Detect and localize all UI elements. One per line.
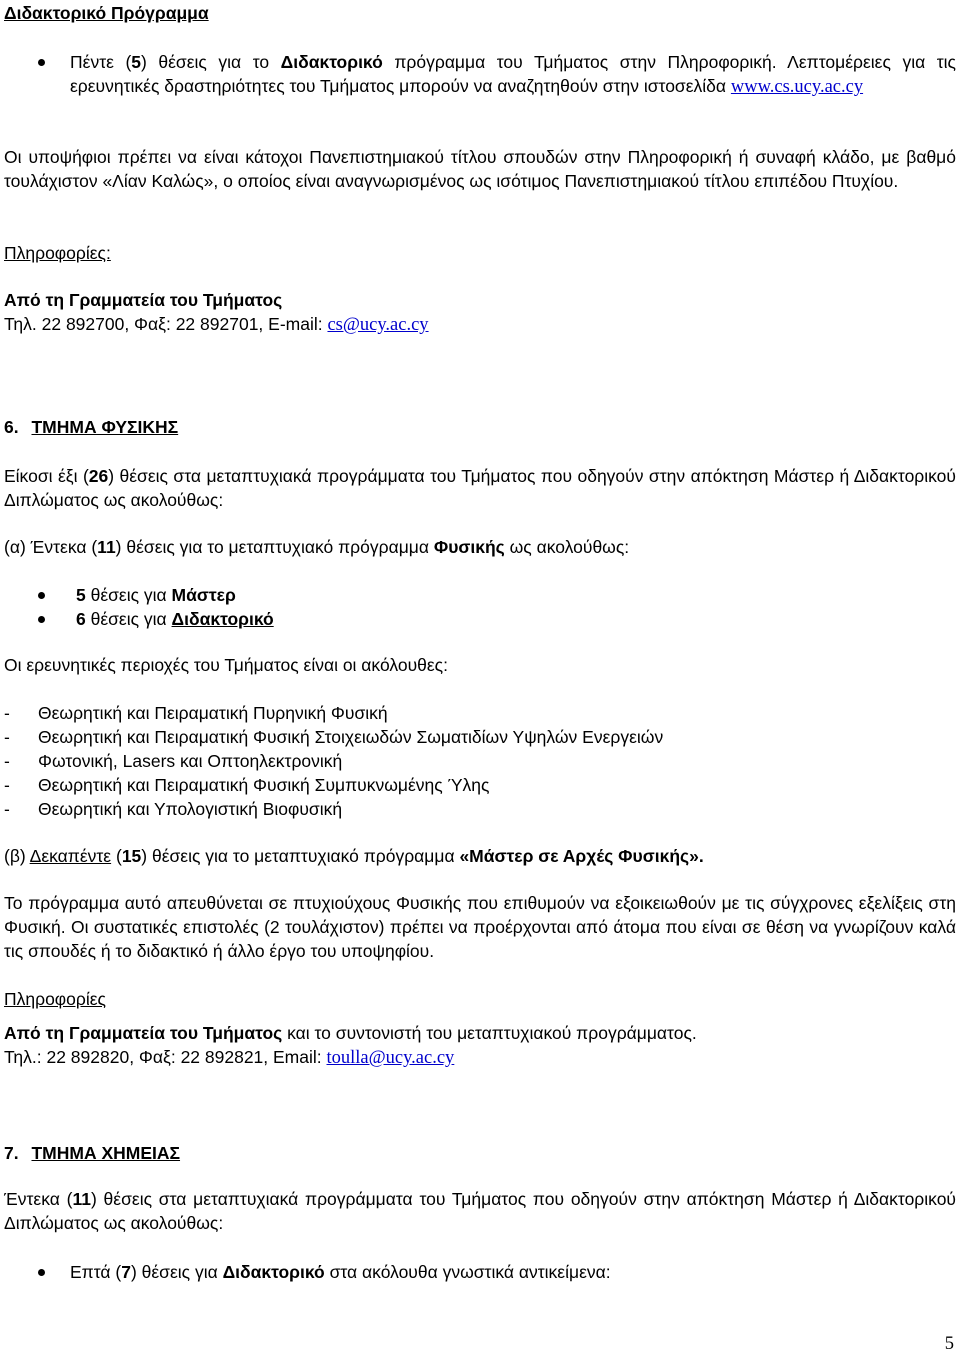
chemistry-intro: Έντεκα (11) θέσεις στα μεταπτυχιακά προγράμματα του Τμήματος που οδηγούν στην απόκτηση Μάστερ ή Διδακτορικού Διπλώματος ως ακολούθως: [4, 1189, 956, 1233]
list-item: - Θεωρητική και Πειραματική Φυσική Συμπυκνωμένης Ύλης [4, 775, 490, 795]
list-item: - Θεωρητική και Υπολογιστική Βιοφυσική [4, 799, 343, 819]
doctoral-info-label: Πληροφορίες: [4, 243, 111, 263]
physics-research-intro: Οι ερευνητικές περιοχές του Τμήματος είναι οι ακόλουθες: [4, 655, 448, 675]
doctoral-positions-text: Πέντε (5) θέσεις για το Διδακτορικό πρόγραμμα του Τμήματος στην Πληροφορική. Λεπτομέρειες για τις ερευνητικές δραστηριότητες του Τμήματος μπορούν να αναζητηθούν στην ιστοσελίδα www.cs.ucy.ac.cy [70, 52, 956, 97]
bullet-marker [38, 583, 48, 607]
physics-masters-item: 5 θέσεις για Μάστερ [76, 585, 236, 605]
bullet-marker [38, 607, 48, 631]
physics-section-number: 6. [4, 417, 19, 437]
cs-email-link[interactable]: cs@ucy.ac.cy [327, 315, 429, 335]
physics-part-a: (α) Έντεκα (11) θέσεις για το μεταπτυχιακό πρόγραμμα Φυσικής ως ακολούθως: [4, 537, 630, 557]
doctoral-requirements: Οι υποψήφιοι πρέπει να είναι κάτοχοι Πανεπιστημιακού τίτλου σπουδών στην Πληροφορική ή συναφή κλάδο, με βαθμό τουλάχιστον «Λίαν Καλώς», ο οποίος είναι αναγνωρισμένος ως ισότιμος Πανεπιστημιακού τίτλου επιπέδου Πτυχίου. [4, 147, 956, 191]
list-item: - Θεωρητική και Πειραματική Πυρηνική Φυσική [4, 703, 388, 723]
doctoral-contact-from: Από τη Γραμματεία του Τμήματος [4, 290, 283, 310]
chemistry-doctoral-item: Επτά (7) θέσεις για Διδακτορικό στα ακόλουθα γνωστικά αντικείμενα: [70, 1262, 611, 1282]
physics-doctoral-item: 6 θέσεις για Διδακτορικό [76, 609, 274, 629]
doctoral-heading: Διδακτορικό Πρόγραμμα [4, 3, 209, 23]
physics-intro: Είκοσι έξι (26) θέσεις στα μεταπτυχιακά προγράμματα του Τμήματος που οδηγούν στην απόκτηση Μάστερ ή Διδακτορικού Διπλώματος ως ακολούθως: [4, 466, 956, 510]
cs-website-link[interactable]: www.cs.ucy.ac.cy [730, 77, 864, 97]
page-number: 5 [944, 1334, 954, 1354]
chemistry-section-heading [4, 1141, 956, 1165]
physics-section-heading [4, 415, 956, 439]
physics-contact-line: Τηλ.: 22 892820, Φαξ: 22 892821, Email: toulla@ucy.ac.cy [4, 1047, 455, 1068]
physics-contact-from: Από τη Γραμματεία του Τμήματος και το συντονιστή του μεταπτυχιακού προγράμματος. [4, 1023, 697, 1043]
physics-part-b: (β) Δεκαπέντε (15) θέσεις για το μεταπτυχιακό πρόγραμμα «Μάστερ σε Αρχές Φυσικής». [4, 846, 704, 866]
bullet-marker [38, 50, 48, 74]
list-item: - Φωτονική, Lasers και Οπτοηλεκτρονική [4, 751, 343, 771]
chemistry-section-number: 7. [4, 1143, 19, 1163]
bullet-marker [38, 1260, 48, 1284]
chemistry-section-title: ΤΜΗΜΑ ΧΗΜΕΙΑΣ [31, 1143, 181, 1163]
physics-info-label: Πληροφορίες [4, 989, 106, 1009]
physics-section-title: ΤΜΗΜΑ ΦΥΣΙΚΗΣ [31, 417, 179, 437]
doctoral-contact-line: Τηλ. 22 892700, Φαξ: 22 892701, E-mail: cs@ucy.ac.cy [4, 314, 429, 335]
list-item: - Θεωρητική και Πειραματική Φυσική Στοιχειωδών Σωματιδίων Υψηλών Ενεργειών [4, 727, 664, 747]
physics-email-link[interactable]: toulla@ucy.ac.cy [326, 1048, 455, 1068]
physics-program-description: Το πρόγραμμα αυτό απευθύνεται σε πτυχιούχους Φυσικής που επιθυμούν να εξοικειωθούν με τις σύγχρονες εξελίξεις στη Φυσική. Οι συστατικές επιστολές (2 τουλάχιστον) πρέπει να προέρχονται από άτομα που είναι σε θέση να γνωρίζουν καλά τις σπουδές ή το διδακτικό ή άλλο έργο του υποψηφίου. [4, 893, 956, 961]
